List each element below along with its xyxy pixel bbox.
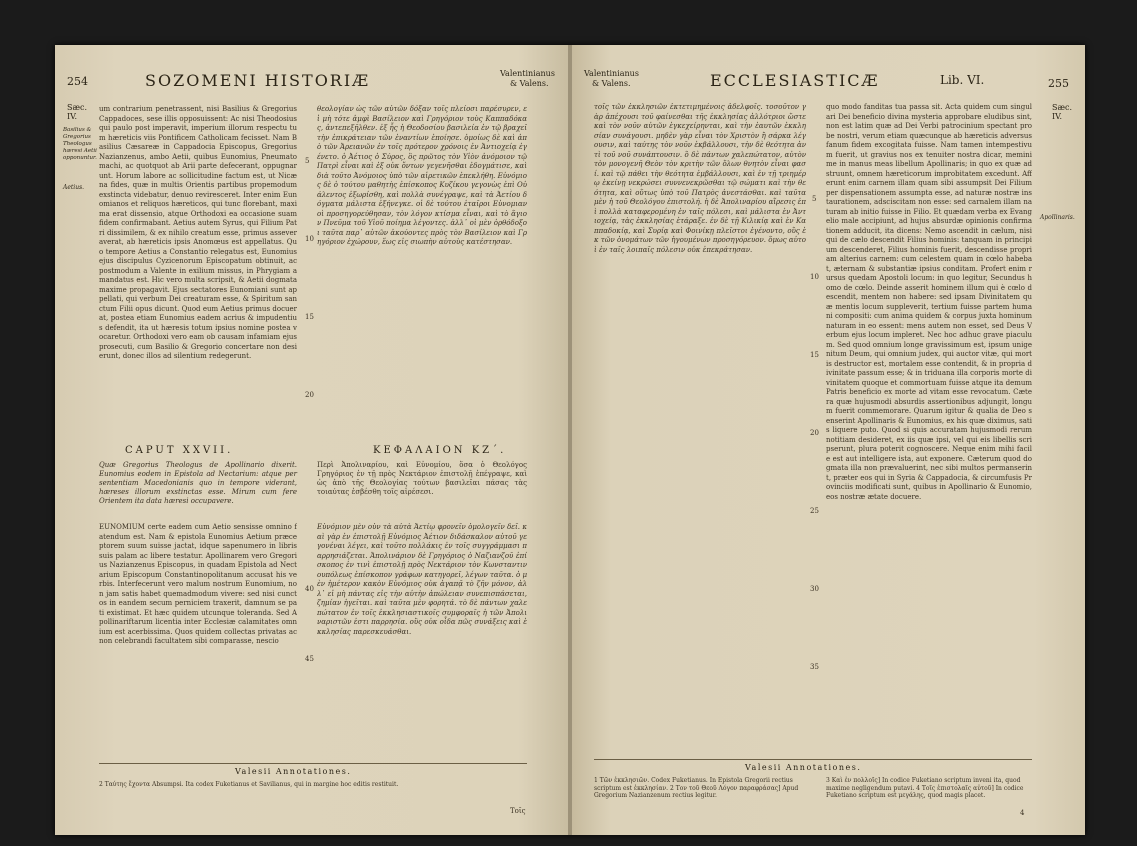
header-valens: & Valens. [510, 79, 549, 88]
header-valentinianus: Valentinianus [500, 69, 555, 78]
greek-column-lower: Εὐνόμιον μὲν οὖν τὰ αὐτὰ Ἀετίῳ φρονεῖν ὁμολογεῖν δεῖ. καὶ γὰρ ἐν ἐπιστολῇ Εὐνόμιος Ἀέτιον διδάσκαλον αὐτοῦ γεγονέναι λέγει, καὶ τοῦτο πολλάκις ἐν τοῖς συγγράμμασι παρρησιάζεται. Ἀπολινάριον δὲ Γρηγόριος ὁ Ναζιανζοῦ ἐπίσκοπος ἐν τινὶ ἐπιστολῇ πρὸς Νεκτάριον τὸν Κωνσταντινουπόλεως ἐπίσκοπον γράφων κατηγορεῖ, λέγων ταῦτα. ὁ μὲν ἡμέτερον κακὸν Εὐνόμιος οὐκ ἀγαπᾷ τὸ ζῆν μόνον, ἀλλ᾽ εἰ μὴ πάντας εἰς τὴν αὐτὴν ἀπώλειαν συνεπισπάσεται, ζημίαν ἡγεῖται. καὶ ταῦτα μὲν φορητά. τὸ δὲ πάντων χαλεπώτατον ἐν τοῖς ἐκκλησιαστικοῖς συμφοραῖς ἡ τῶν Ἀπολιναριστῶν ἐστι παρρησία. οὓς οὐκ οἶδα πῶς συνάξεις καὶ ἐκκλησίας παρεσκευάσθαι. [317, 523, 527, 636]
margin-note-basilius: Basilius & Gregorius Theologus hæresi Aetii opponuntur. [63, 127, 97, 161]
line-number: 10 [810, 273, 819, 281]
annotations-heading: Valesii Annotationes. [235, 767, 352, 776]
catchword: 4 [1020, 809, 1025, 817]
greek-column: τοῖς τῶν ἐκκλησιῶν ἐκτετιμημένοις ἀδελφοῖς. τοσοῦτον γὰρ ἀπέχουσι τοῦ φαίνεσθαι τῆς ἐκκλησίας ἀλλότριοι ὥστε καὶ τὸν νοῦν αὐτῶν ἐγκεχείρηνται, καὶ τὴν ἑαυτῶν ἐκκλησίαν συνάγουσι. μηδὲν γὰρ εἶναι τὸν Χριστὸν ἢ σάρκα λέγουσιν, καὶ ταύτης τὸν νοῦν ἐκβάλλουσι, τὴν δὲ θεότητα ἀντὶ τοῦ νοῦ συνάπτουσιν. ὃ δὲ πάντων χαλεπώτατον, αὐτὸν τὸν μονογενῆ Θεὸν τὸν κριτὴν τῶν ὅλων θνητὸν εἶναι φασί. καὶ τῷ πάθει τὴν θεότητα ἐμβάλλουσι, καὶ ἐν τῇ τριημέρῳ ἐκείνῃ νεκρώσει συννενεκρῶσθαι τῷ σώματι καὶ τὴν θεότητα, καὶ οὕτως ὑπὸ τοῦ Πατρὸς ἀνεστάσθαι. καὶ ταῦτα μὲν ἡ τοῦ Θεολόγου ἐπιστολή. ἡ δὲ Ἀπολιναρίου αἵρεσις ἐπὶ πολλὰ καταφερομένη ἐν ταῖς πόλεσι, καὶ μάλιστα ἐν Ἀντιοχείᾳ, τὰς ἐκκλησίας ἐτάραξε. ἐν δὲ τῇ Κιλικίᾳ καὶ ἐν Καππαδοκίᾳ, καὶ Συρίᾳ καὶ Φοινίκῃ πλεῖστοι ἐγένοντο, οὓς ἐκ τῶν ὀνομάτων τῶν ἡγουμένων προσηγόρευον. ὅμως αὐτοὶ ἐν ταῖς λοιπαῖς πόλεσιν οὐκ ἐπεκράτησαν. [594, 103, 806, 254]
left-page [55, 45, 570, 835]
margin-iv: IV. [67, 112, 78, 121]
right-page [570, 45, 1085, 835]
line-number: 40 [305, 585, 314, 593]
greek-column-upper: θεολογίαν ὡς τῶν αὐτῶν δόξαν τοῖς πλείοσι παρέσυρεν, εἰ μὴ τότε ἀμφὶ Βασίλειον καὶ Γρηγόριον τοὺς Καππαδόκας, ἀντεπεξῆλθεν. ἐξ ἧς ἡ Θεοδοσίου βασιλεία ἐν τῷ βραχεῖ τὴν ἐπικράτειαν τῶν ἐναντίων ἐποίησε. ὁμοίως δὲ καὶ ἀπὸ τῶν Ἀρειανῶν ἐν τοῖς πρότερον χρόνοις ἐν Ἀντιοχείᾳ ἐγένετο. ὁ Ἀέτιος ὁ Σύρος, ὃς πρῶτος τὸν Υἱὸν ἀνόμοιον τῷ Πατρὶ εἶναι καὶ ἐξ οὐκ ὄντων γεγενῆσθαι ἐδογμάτισε, καὶ διὰ τοῦτο Ἀνόμοιος ὑπὸ τῶν αἱρετικῶν ἐπεκλήθη. Εὐνόμιος δὲ ὁ τούτου μαθητὴς ἐπίσκοπος Κυζίκου γεγονὼς ἐπὶ Οὐάλεντος ἐξωρίσθη, καὶ πολλὰ συνέγραψε, καὶ τὰ Ἀετίου δόγματα μάλιστα ἐξήνεγκε. οἱ δὲ τούτου ἑταῖροι Εὐνομιανοὶ προσηγορεύθησαν, τὸν λόγον κτίσμα εἶναι, καὶ τὸ ἅγιον Πνεῦμα τοῦ Υἱοῦ ποίημα λέγοντες. ἀλλ᾽ οἱ μὲν ὀρθόδοξοι ταῦτα παρ᾽ αὐτῶν ἀκούοντες πρὸς τὸν Βασίλειον καὶ Γρηγόριον ἐχώρουν, ἕως εἰς σιωπὴν αὐτοὺς κατέστησαν. [317, 105, 527, 246]
line-number: 15 [305, 313, 314, 321]
margin-saeculum [67, 103, 87, 121]
line-number: 25 [810, 507, 819, 515]
book-gutter [568, 45, 572, 835]
chapter-heading-greek: ΚΕΦΑΛΑΙΟΝ ΚΖ΄. [373, 445, 507, 456]
header-valens: & Valens. [592, 79, 631, 88]
annotations-text: 2 Ταύτης ἔχοντα Absumpsi. Ita codex Fuketianus et Savilianus, qui in margine hoc editis restituit. [99, 781, 399, 788]
line-number: 10 [305, 235, 314, 243]
latin-column-lower: EUNOMIUM certe eadem cum Aetio sensisse omnino fatendum est. Nam & epistola Eunomius Aetium præceptorem suum suisse jactat, idque sapenumero in libris suis palam ac libere testatur. Apollinarem vero Gregorius Nazianzenus Episcopus, in quadam Epistola ad Nectarium Episcopum Constantinopolitanum accusat his verbis. Interfecerunt vero malum nostrum Eunomium, non jam satis habet quemadmodum vivere: sed nisi cunctos in eandem secum perniciem traxerit, damnum se pati existimat. Et hæc quidem utcunque toleranda. Sed Apollinariftarum licentia inter Ecclesiæ calamitates omnium est acerbissima. Quos quidem collectas privatas ac non celebrandi facultatem sibi comparasse, nescio [99, 523, 297, 645]
chapter-summary-greek: Περὶ Ἀπολιναρίου, καὶ Εὐνομίου, ὅσα ὁ Θεολόγος Γρηγόριος ἐν τῇ πρὸς Νεκτάριον ἐπιστολῇ ἐπέγραψε, καὶ ὡς ἀπὸ τῆς Θεολογίας τούτων βασιλεῖαι πάσας τὰς τοιαύτας ἐσβέσθη τοῖς αἱρέσεσι. [317, 461, 527, 496]
footnote-rule [594, 759, 1032, 760]
margin-iv: IV. [1052, 112, 1063, 121]
line-number: 35 [810, 663, 819, 671]
line-number: 45 [305, 655, 314, 663]
header-valentinianus: Valentinianus [584, 69, 639, 78]
right-page-header [570, 67, 1085, 93]
left-page-header [55, 67, 570, 93]
margin-sæc: Sæc. [1052, 103, 1073, 112]
running-title: ECCLESIASTICÆ [710, 71, 880, 90]
line-number: 30 [810, 585, 819, 593]
line-number: 15 [810, 351, 819, 359]
chapter-summary-latin: Quæ Gregorius Theologus de Apollinario dixerit. Eunomius eodem in Epistola ad Nectarium: atque per sententiam Macedonianis quo in tempore viderant, hæreses illorum exstinctas esse. Mirum cum fere Orientem ita data hæresi occupavere. [99, 461, 297, 505]
annotations-text-left: 1 Τῶν ἐκκλησιῶν. Codex Fuketianus. In Epistola Gregorii rectius scriptum est ἐκκλησίαν. 2 Τον τοῦ Θεοῦ Λόγον παραφράσας] Apud Gregorium Nazianzenum rectius legitur. [594, 777, 799, 799]
margin-note-aetius: Aetius. [63, 184, 85, 191]
line-number: 20 [305, 391, 314, 399]
margin-sæc: Sæc. [67, 103, 88, 112]
footnote-rule [99, 763, 527, 764]
line-number: 5 [305, 157, 310, 165]
chapter-heading-latin: CAPUT XXVII. [125, 445, 234, 456]
page-number: 254 [67, 75, 88, 88]
catchword: Τοῖς [510, 807, 526, 815]
book-spread [55, 45, 1085, 835]
annotations-text-right: 3 Καὶ ἐν πολλοῖς] In codice Fuketiano scriptum inveni ita, quod maxime negligendum putavi. 4 Τοῖς ἐπιστολαῖς αὐτοῦ] In codice Fuketiano scriptum est μεγάλης, quod magis placet. [826, 777, 1024, 799]
latin-column: quo modo fanditas tua passa sit. Acta quidem cum singulari Dei beneficio divina mysteria approbare eludibus sint, non est latim quæ ad Dei Verbi patrocinium spectant probe nostri, verum etiam quæcunque ab hæreticis adversus fanum fidem excogitata fuisse. Nam tamen intempestivum fuerit, ut gravius nos ex tenuiter nostra dicar, meminime in manus meas libellum Apollinaris; in quo ex quæ adstruunt, omnem hæreticorum improbitatem excedunt. Afferunt enim carnem illam quam sibi assumpsit Dei Filium per dispensationem assumpta esse, ad naturæ nostræ instaurationem, adsciscitam non esse: sed carnalem illam naturam ab initio fuisse in Filio. Et quædam verba ex Evangelio male accipiunt, ad hujus absurdæ opinionis confirmationem adducit, ita dicens: Nemo ascendit in cælum, nisi qui de cælo descendit Filius hominis: tanquam in principium descenderet, Filius hominis fuerit, descendisse propriam alterius carnem: cum celestem quam in cœlo habebat, æternam & substantiæ ipsius conditam. Profert enim rursus quedam Apostoli locum: in quo legitur, Secundus homo de cœlo. Deinde asserit hominem illum qui è cœlo descendit, mentem non habere: sed ipsam Divinitatem quæ mentis locum suppleverit, tertium fuisse partem humani compositi: cum anima quidem & corpus juxta hominum naturam in eo essent: mens autem non esset, sed Deus Verbum ejus locum impleret. Nec hoc adhuc grave piaculum. Sed quod omnium longe gravissimum est, ipsum unigenitum Deum, qui omnium judex, qui auctor vitæ, qui mortis destructor est, mortalem esse contendit, & in propria divinitate passum esse; & in triduana illa corporis morte divinitatem quoque et commortuam fuisse atque ita demum Patris beneficio ex morte ad vitam esse revocatum. Cætera quæ hujusmodi absurdis assertionibus adjungit, longum fuerit commemorare. Quarum igitur & qualia de Deo senserint Apollinaris & Eunomius, ex his quæ diximus, satis liquere puto. Quod si quis accuratam hujusmodi rerum notitiam desideret, ex iis quæ ipsi, vel qui eis libellis scripserunt, plura poterit cognoscere. Neque enim mihi facile est aut intelligere ista, aut exponere. Cæterum quod dogmata illa non prævaluerint, nec sibi multos permanserint, præter eos qui in Syria & Cappadocia, & circumfusis Provinciis modificati sunt, quibus in Apollinario & Eunomio, eos nostræ ætate docuere. [826, 103, 1032, 501]
page-number: 255 [1048, 77, 1069, 90]
line-number: 5 [812, 195, 817, 203]
margin-note-apollinaris: Apollinaris. [1040, 214, 1075, 221]
book-label: Lib. VI. [940, 73, 985, 87]
margin-saeculum [1052, 103, 1072, 121]
annotations-heading: Valesii Annotationes. [745, 763, 862, 772]
line-number: 20 [810, 429, 819, 437]
running-title: SOZOMENI HISTORIÆ [145, 71, 371, 90]
latin-column-upper: um contrarium penetrassent, nisi Basilius & Gregorius Cappadoces, sese illis opposuissent: Ac nisi Theodosius qui paulo post imperavit, imperium illorum respectu tum hæreticis viis Pontificem Catholicam fecisset. Nam Basilius Cæsareæ in Cappadocia Episcopus, Gregorius Nazianzenus, ambo Aetii, quibus Eunomius, Pneumatomachi, ac quotquot ab Arii parte defecerant, oppugnarunt. Horum labore ac sollicitudine factum est, ut Nicæna fides, quæ in multis Orientis partibus propemodum exstincta videbatur, denuo reviresceret. Inter enim Eunomianos et reliquos hæreticos, qui tunc florebant, maxima erat dissensio, atque Orthodoxi ea occasione suam fidem confirmabant. Aetius autem Syrus, qui Filium Patri dissimilem, & ex nihilo creatum esse, primus asseveraverat, ab hæreticis ipsis Anomœus est appellatus. Quo tempore Aetius a Constantio relegatus est, Eunomius ejus discipulus Cyzicenorum Episcopatum obtinuit, ac postmodum a Valente in exilium missus, in Phrygiam amandatus est. Hic vero multa scripsit, & Aetii dogmata maxime propagavit. Ejus sectatores Eunomiani sunt appellati, qui verbum Dei creaturam esse, & Spiritum sanctum Filii opus dicunt. Quod eum Aetius primus docuerat, postea etiam Eunomius eadem acrius & impudentius defendit, ita ut hæresis totum ipsius nomine postea vocaretur. Orthodoxi vero eam ob causam infamiam ejus prosecuti, cum Basilio & Gregorio concertare non desierunt, donec illos ad silentium redegerunt. [99, 105, 297, 360]
